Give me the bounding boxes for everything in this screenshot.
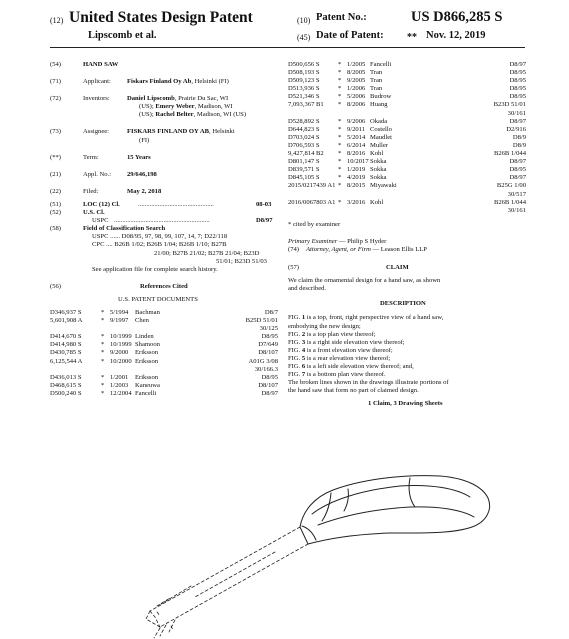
- date-of-patent: Nov. 12, 2019: [426, 30, 486, 41]
- ref-class: 30/166.3: [254, 365, 278, 373]
- inid-code: (56): [50, 282, 61, 290]
- ref-doc-number: D468,615 S: [50, 381, 82, 389]
- claims-drawing-sheets: 1 Claim, 3 Drawing Sheets: [368, 400, 443, 408]
- us-patent-documents-title: U.S. PATENT DOCUMENTS: [118, 295, 198, 303]
- ref-class: D8/97: [509, 61, 526, 68]
- ref-class: D8/9: [512, 141, 526, 149]
- saw-blade-broken-lines: [146, 527, 308, 638]
- ref-doc-number: D845,105 S: [288, 174, 320, 182]
- ref-class: D8/95: [509, 69, 526, 77]
- description-line-text: FIG. 7 is a bottom plan view thereof.: [288, 371, 386, 379]
- assignee-value: FISKARS FINLAND OY AB, Helsinki: [127, 128, 235, 136]
- ref-doc-number: D706,593 S: [288, 141, 320, 149]
- uspc-value: D8/97: [256, 217, 273, 225]
- ref-name: Huang: [370, 101, 388, 109]
- ref-name: Shamoon: [135, 341, 160, 349]
- inid-code-45: (45): [297, 33, 311, 42]
- description-line-text: FIG. 3 is a right side elevation view thereof;: [288, 338, 405, 346]
- claim-title: CLAIM: [386, 264, 409, 272]
- ref-date: 9/1997: [110, 317, 129, 325]
- primary-examiner: Primary Examiner — Philip S Hyder: [288, 237, 387, 245]
- appl-no-value: 29/646,198: [127, 170, 157, 178]
- ref-date: 10/1999: [110, 333, 132, 341]
- ref-date: 12/2004: [110, 389, 132, 397]
- ref-star: *: [101, 381, 105, 389]
- ref-class: D8/9: [512, 133, 526, 141]
- inid-code: (22): [50, 187, 61, 195]
- inid-code: (72): [50, 95, 61, 103]
- ref-class: D7/649: [258, 341, 278, 349]
- ref-name: Tran: [370, 77, 383, 85]
- ref-name: Muller: [370, 141, 388, 149]
- ref-name: Eriksson: [135, 349, 159, 357]
- ref-date: 5/2014: [347, 133, 366, 141]
- ref-star: *: [338, 117, 342, 125]
- ref-doc-number: D346,937 S: [50, 308, 82, 316]
- ref-class: D8/107: [258, 349, 278, 357]
- cited-by-examiner-note: * cited by examiner: [288, 220, 341, 228]
- filed-label: Filed:: [83, 187, 99, 195]
- ref-date: 10/2000: [110, 357, 132, 365]
- ref-class: D8/107: [258, 381, 278, 389]
- filed-value: May 2, 2018: [127, 187, 162, 195]
- ref-name: Tran: [370, 69, 383, 77]
- inventor-1: Daniel Lipscomb, Prairie Du Sac, WI: [127, 95, 229, 103]
- ref-star: *: [101, 308, 105, 316]
- ref-star: *: [338, 101, 342, 109]
- loc-label: LOC (12) Cl.: [83, 200, 120, 208]
- inid-code: (**): [50, 153, 61, 161]
- ref-date: 1/2006: [347, 85, 366, 93]
- ref-doc-number: D414,980 S: [50, 341, 82, 349]
- ref-star: *: [338, 93, 342, 101]
- ref-doc-number: D500,656 S: [288, 61, 320, 68]
- inid-code: (54): [50, 61, 61, 68]
- ref-name: Costello: [370, 125, 392, 133]
- description-line-text: embodying the new design;: [288, 322, 361, 330]
- applicant-label: Applicant:: [83, 78, 111, 86]
- ref-date: 10/2017: [347, 158, 369, 166]
- ref-doc-number: 5,601,908 A: [50, 317, 83, 325]
- dot-leader: ..........................................................: [114, 217, 210, 225]
- search-cpc-line: CPC .... B26B 1/02; B26B 1/04; B26B 1/10; B27B: [92, 241, 227, 249]
- assignee-country: (FI): [139, 136, 150, 144]
- ref-date: 5/1994: [110, 308, 129, 316]
- description-line-text: FIG. 4 is a front elevation view thereof;: [288, 346, 393, 354]
- ref-date: 9/2005: [347, 77, 366, 85]
- ref-star: *: [338, 158, 342, 166]
- ref-star: *: [338, 77, 342, 85]
- ref-name: Eriksson: [135, 373, 159, 381]
- patent-no-label: Patent No.:: [316, 12, 367, 23]
- ref-class: D8/97: [509, 158, 526, 166]
- ref-doc-number: D703,024 S: [288, 133, 320, 141]
- ref-doc-number: D528,892 S: [288, 117, 320, 125]
- ref-date: 8/2006: [347, 101, 366, 109]
- ref-date: 8/2016: [347, 150, 366, 158]
- term-value: 15 Years: [127, 153, 151, 161]
- description-line-text: FIG. 2 is a top plan view thereof;: [288, 330, 376, 338]
- term-stars: **: [407, 32, 417, 43]
- inventors-label: Inventors:: [83, 95, 110, 103]
- ref-star: *: [338, 69, 342, 77]
- ref-star: *: [101, 373, 105, 381]
- ref-doc-number: D508,193 S: [288, 69, 320, 77]
- attorney-value: Attorney, Agent, or Firm — Leason Ellis LLP: [306, 245, 427, 253]
- ref-name: Miyawaki: [370, 182, 397, 190]
- search-history-note: See application file for complete search history.: [92, 265, 218, 273]
- inid-code: (58): [50, 225, 61, 233]
- ref-class: A01G 3/08: [248, 357, 278, 365]
- inventor-3: (US); Rachel Belter, Madison, WI (US): [139, 111, 247, 119]
- ref-date: 10/1999: [110, 341, 132, 349]
- search-uspc-line: USPC ...... D08/95, 97, 98, 99, 107, 14, 7; D22/118: [92, 233, 228, 241]
- assignee-label: Assignee:: [83, 128, 110, 136]
- us-cl-label: U.S. Cl.: [83, 209, 105, 217]
- ref-name: Linden: [135, 333, 154, 341]
- uspc-label: USPC: [92, 217, 109, 225]
- ref-class: B26B 1/044: [493, 150, 526, 158]
- ref-class: B23D 51/01: [493, 101, 526, 109]
- description-line-text: The broken lines shown in the drawings illustrate portions of: [288, 379, 449, 387]
- ref-name: Sokka: [370, 166, 387, 174]
- loc-value: 08-03: [256, 200, 272, 208]
- inid-code: (21): [50, 170, 61, 178]
- ref-doc-number: 6,125,544 A: [50, 357, 83, 365]
- ref-doc-number: 2015/0217439 A1: [288, 182, 336, 190]
- references-cited-title: References Cited: [140, 282, 188, 290]
- saw-handle: [300, 476, 490, 544]
- ref-class: D8/95: [509, 93, 526, 101]
- ref-class: D8/7: [264, 308, 278, 316]
- ref-name: Budrow: [370, 93, 392, 101]
- ref-class: 30/161: [507, 109, 526, 117]
- ref-name: Kaneuwa: [135, 381, 160, 389]
- ref-class: 30/161: [507, 206, 526, 214]
- inid-code: (51): [50, 200, 61, 208]
- ref-doc-number: D644,823 S: [288, 125, 320, 133]
- ref-class: D8/95: [261, 333, 278, 341]
- ref-date: 1/2019: [347, 166, 366, 174]
- ref-class: 30/517: [507, 190, 526, 198]
- ref-star: *: [338, 174, 342, 182]
- search-cpc-line: 21/00; B27B 21/02; B27B 21/04; B23D: [154, 249, 260, 257]
- ref-doc-number: D801,147 S: [288, 158, 320, 166]
- description-line-text: FIG. 1 is a top, front, right perspective view of a hand saw,: [288, 314, 444, 322]
- patent-number: US D866,285 S: [411, 9, 503, 25]
- invention-title: HAND SAW: [83, 61, 119, 68]
- ref-doc-number: D509,123 S: [288, 77, 320, 85]
- ref-class: D2/916: [506, 125, 526, 133]
- ref-doc-number: 9,427,814 B2: [288, 150, 324, 158]
- ref-class: B26B 1/044: [493, 198, 526, 206]
- description-line-text: FIG. 5 is a rear elevation view thereof;: [288, 354, 391, 362]
- ref-date: 1/2003: [110, 381, 129, 389]
- ref-star: *: [101, 357, 105, 365]
- ref-date: 5/2006: [347, 93, 366, 101]
- search-cpc-line: 51/01; B23D 51/03: [216, 257, 267, 265]
- ref-date: 8/2015: [347, 182, 366, 190]
- ref-name: Fancelli: [370, 61, 392, 68]
- ref-doc-number: D436,013 S: [50, 373, 82, 381]
- ref-doc-number: D839,571 S: [288, 166, 320, 174]
- ref-star: *: [338, 141, 342, 149]
- ref-name: Tran: [370, 85, 383, 93]
- ref-class: B25G 1/00: [496, 182, 526, 190]
- inid-code: (73): [50, 128, 61, 136]
- claim-text: and described.: [288, 285, 327, 293]
- date-of-patent-label: Date of Patent:: [316, 30, 384, 41]
- dot-leader: ..............................................: [138, 200, 214, 208]
- ref-date: 1/2001: [110, 373, 129, 381]
- inid-code-12: (12): [50, 16, 64, 25]
- inid-code: (52): [50, 209, 61, 217]
- ref-date: 3/2016: [347, 198, 366, 206]
- ref-date: 9/2011: [347, 125, 366, 133]
- ref-name: Sokka: [370, 158, 387, 166]
- ref-date: 8/2005: [347, 69, 366, 77]
- ref-star: *: [338, 133, 342, 141]
- inid-code: (71): [50, 78, 61, 86]
- ref-star: *: [338, 166, 342, 174]
- ref-star: *: [338, 150, 342, 158]
- description-line-text: the hand saw that form no part of claimed design.: [288, 387, 419, 395]
- ref-star: *: [101, 349, 105, 357]
- applicant-value: Fiskars Finland Oy Ab, Helsinki (FI): [127, 78, 229, 86]
- ref-name: Sokka: [370, 174, 387, 182]
- ref-name: Okada: [370, 117, 388, 125]
- ref-star: *: [101, 333, 105, 341]
- appl-no-label: Appl. No.:: [83, 170, 112, 178]
- ref-name: Bachman: [135, 308, 160, 316]
- claim-text: We claim the ornamental design for a hand saw, as shown: [288, 277, 441, 285]
- inid-code-10: (10): [297, 16, 311, 25]
- ref-doc-number: D414,670 S: [50, 333, 82, 341]
- description-title: DESCRIPTION: [380, 300, 426, 308]
- ref-date: 1/2005: [347, 61, 366, 68]
- ref-star: *: [338, 198, 342, 206]
- inventor-2: (US); Emery Weber, Madison, WI: [139, 103, 233, 111]
- ref-doc-number: D430,785 S: [50, 349, 82, 357]
- term-label: Term:: [83, 153, 99, 161]
- ref-name: Kohl: [370, 150, 384, 158]
- ref-star: *: [338, 125, 342, 133]
- first-inventor-et-al: Lipscomb et al.: [88, 30, 157, 41]
- ref-class: D8/95: [261, 373, 278, 381]
- ref-class: D8/95: [509, 85, 526, 93]
- search-field-label: Field of Classification Search: [83, 225, 166, 233]
- inid-code: (57): [288, 264, 299, 272]
- ref-name: Chen: [135, 317, 149, 325]
- ref-doc-number: D500,240 S: [50, 389, 82, 397]
- ref-date: 9/2000: [110, 349, 129, 357]
- ref-star: *: [101, 389, 105, 397]
- ref-star: *: [338, 61, 342, 68]
- ref-class: D8/97: [509, 117, 526, 125]
- ref-class: D8/97: [261, 389, 278, 397]
- ref-name: Eriksson: [135, 357, 159, 365]
- ref-date: 9/2006: [347, 117, 366, 125]
- description-line-text: FIG. 6 is a left side elevation view thereof; and,: [288, 363, 414, 370]
- ref-name: Fancelli: [135, 389, 157, 397]
- ref-doc-number: 2016/0067803 A1: [288, 198, 336, 206]
- ref-class: D8/95: [509, 77, 526, 85]
- ref-class: B25D 51/01: [245, 317, 278, 325]
- inid-code: (74): [288, 245, 299, 253]
- ref-date: 6/2014: [347, 141, 366, 149]
- ref-star: *: [338, 182, 342, 190]
- ref-star: *: [101, 317, 105, 325]
- ref-doc-number: D513,936 S: [288, 85, 320, 93]
- ref-doc-number: D521,346 S: [288, 93, 320, 101]
- ref-date: 4/2019: [347, 174, 366, 182]
- document-title: United States Design Patent: [69, 9, 253, 26]
- ref-star: *: [338, 85, 342, 93]
- ref-class: 30/125: [259, 325, 278, 333]
- ref-name: Maudlet: [370, 133, 392, 141]
- ref-name: Kohl: [370, 198, 384, 206]
- ref-class: D8/97: [509, 174, 526, 182]
- ref-class: D8/95: [509, 166, 526, 174]
- ref-doc-number: 7,093,367 B1: [288, 101, 324, 109]
- ref-star: *: [101, 341, 105, 349]
